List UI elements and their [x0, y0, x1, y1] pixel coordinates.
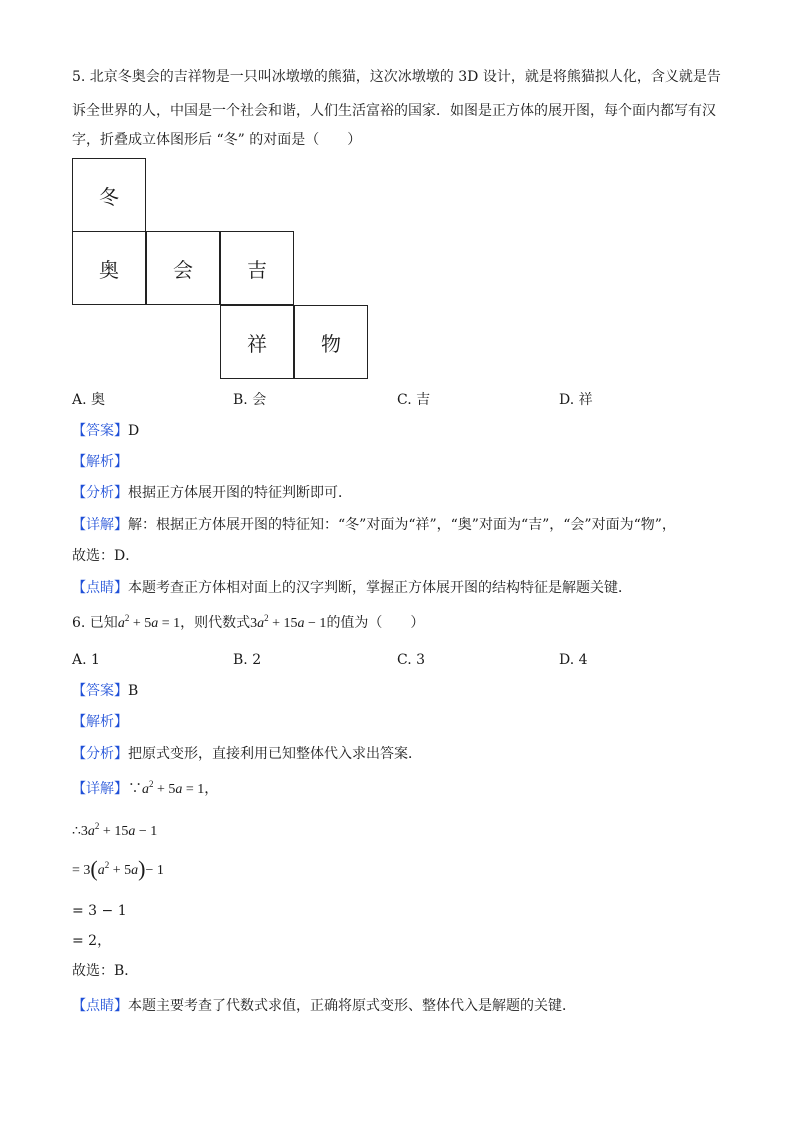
answer-tag: 【答案】	[72, 423, 128, 439]
q6-analysis-heading	[72, 713, 128, 731]
q6-fenxi	[72, 745, 422, 763]
xiangjie-tag: 【详解】	[72, 517, 128, 533]
net-face-xiang: 祥	[220, 305, 294, 379]
because-symbol: ∵	[128, 781, 142, 797]
q6-given-equation: $a^2 + 5a = 1$	[117, 613, 181, 631]
q6-stem	[72, 614, 424, 633]
xiangjie-text: 解：根据正方体展开图的特征知：“冬”对面为“祥”，“奥”对面为“吉”，“会”对面为“物”，	[128, 517, 676, 533]
q5-option-c: C. 吉	[397, 392, 431, 408]
dianjing-tag: 【点睛】	[72, 998, 128, 1014]
net-face-ao: 奥	[72, 231, 146, 305]
q6-step-2-expr: = $3(a^2 + 5a)- 1$	[72, 856, 164, 881]
q6-answer	[72, 682, 138, 700]
q6-dianjing	[72, 997, 576, 1015]
dianjing-text: 本题考查正方体相对面上的汉字判断，掌握正方体展开图的结构特征是解题关键．	[128, 580, 632, 596]
q6-stem-b: ，则代数式	[180, 615, 251, 631]
net-face-wu: 物	[294, 305, 368, 379]
q5-analysis-heading	[72, 453, 128, 471]
q6-step-1-expr: $3a^2 + 15a - 1$	[80, 821, 158, 839]
q6-xiangjie	[72, 780, 218, 799]
fenxi-text: 把原式变形，直接利用已知整体代入求出答案．	[128, 746, 422, 762]
q6-option-a: A. 1	[72, 652, 100, 668]
q6-step-1	[72, 822, 157, 841]
q5-stem-line-2: 诉全世界的人，中国是一个社会和谐，人们生活富裕的国家．如图是正方体的展开图，每个面内都写有汉	[72, 103, 716, 119]
answer-value: B	[128, 683, 139, 699]
q5-conclusion: 故选：D．	[72, 548, 140, 564]
fenxi-tag: 【分析】	[72, 746, 128, 762]
q6-given-restated: $a^2 + 5a = 1$，	[142, 779, 219, 797]
q5-answer	[72, 422, 139, 440]
net-face-hui: 会	[146, 231, 220, 305]
dianjing-tag: 【点睛】	[72, 580, 128, 596]
q5-dianjing	[72, 579, 632, 597]
q6-step-4: = 2，	[72, 933, 112, 949]
q6-step-2	[72, 856, 164, 881]
q5-xiangjie	[72, 516, 676, 534]
answer-tag: 【答案】	[72, 683, 128, 699]
q6-conclusion: 故选：B．	[72, 963, 139, 979]
fenxi-tag: 【分析】	[72, 485, 128, 501]
analysis-tag: 【解析】	[72, 454, 128, 470]
net-face-ji: 吉	[220, 231, 294, 305]
answer-value: D	[128, 423, 140, 439]
q6-stem-a: 6. 已知	[72, 615, 118, 631]
net-face-dong: 冬	[72, 158, 146, 232]
q5-option-a: A. 奥	[72, 392, 106, 408]
q6-option-c: C. 3	[397, 652, 426, 668]
dianjing-text: 本题主要考查了代数式求值，正确将原式变形、整体代入是解题的关键．	[128, 998, 576, 1014]
q5-fenxi	[72, 484, 352, 502]
therefore-symbol: ∴	[72, 823, 81, 839]
q5-option-b: B. 会	[233, 392, 267, 408]
q6-option-b: B. 2	[233, 652, 262, 668]
q6-option-d: D. 4	[559, 652, 588, 668]
q6-expression: $3a^2 + 15a - 1$	[250, 613, 327, 631]
q5-stem-line-3: 字，折叠成立体图形后 “冬” 的对面是（ ）	[72, 132, 362, 148]
q6-step-3: = 3 − 1	[72, 903, 127, 919]
fenxi-text: 根据正方体展开图的特征判断即可．	[128, 485, 352, 501]
q5-option-d: D. 祥	[559, 392, 593, 408]
q6-stem-c: 的值为（ ）	[326, 615, 425, 631]
xiangjie-tag: 【详解】	[72, 781, 128, 797]
q5-stem-line-1: 5. 北京冬奥会的吉祥物是一只叫冰墩墩的熊猫，这次冰墩墩的 3D 设计，就是将熊猫拟人化，含义就是告	[72, 69, 721, 85]
analysis-tag: 【解析】	[72, 714, 128, 730]
